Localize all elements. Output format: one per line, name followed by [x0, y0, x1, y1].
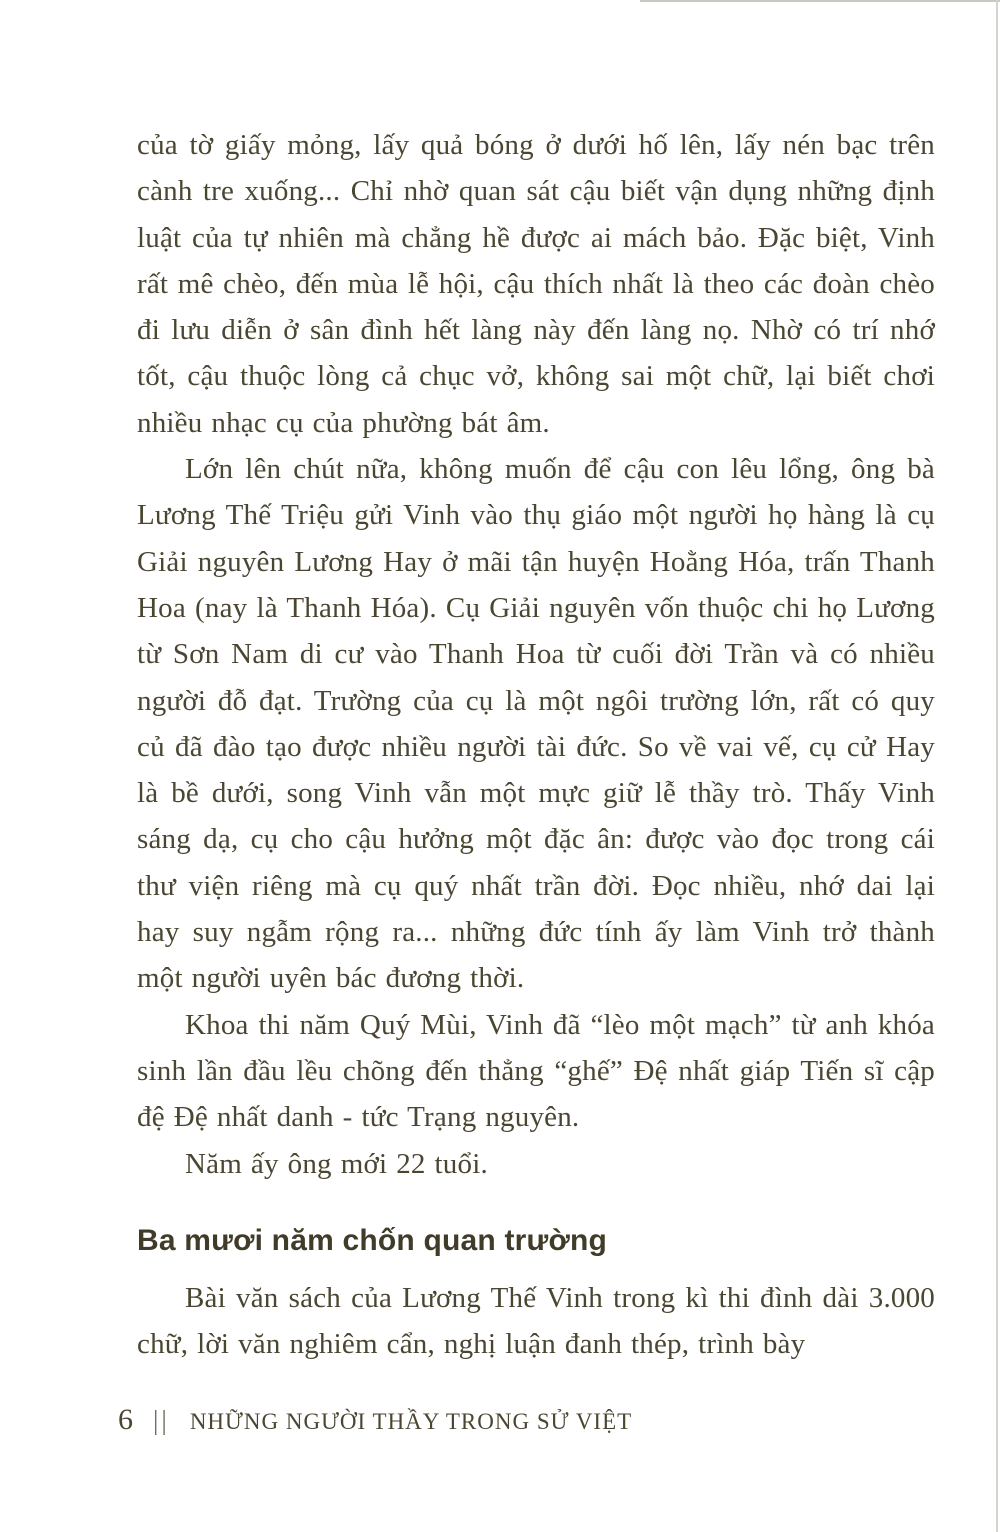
page-footer — [118, 1402, 632, 1438]
paragraph: Bài văn sách của Lương Thế Vinh trong kì thi đình dài 3.000 chữ, lời văn nghiêm cẩn, nghị luận đanh thép, trình bày — [137, 1281, 935, 1361]
paragraph: Năm ấy ông mới 22 tuổi. — [185, 1147, 488, 1180]
paragraph: Lớn lên chút nữa, không muốn để cậu con lêu lổng, ông bà Lương Thế Triệu gửi Vinh vào thụ giáo một người họ hàng là cụ Giải nguyên Lương Hay ở mãi tận huyện Hoằng Hóa, trấn Thanh Hoa (nay là Thanh Hóa). Cụ Giải nguyên vốn thuộc chi họ Lương từ Sơn Nam di cư vào Thanh Hoa từ cuối đời Trần và có nhiều người đỗ đạt. Trường của cụ là một ngôi trường lớn, rất có quy củ đã đào tạo được nhiều người tài đức. So về vai vế, cụ cử Hay là bề dưới, song Vinh vẫn một mực giữ lễ thầy trò. Thấy Vinh sáng dạ, cụ cho cậu hưởng một đặc ân: được vào đọc trong cái thư viện riêng mà cụ quý nhất trần đời. Đọc nhiều, nhớ dai lại hay suy ngẫm rộng ra... những đức tính ấy làm Vinh trở thành một người uyên bác đương thời. — [137, 453, 935, 995]
scan-edge-top — [640, 0, 1000, 2]
footer-separator: || — [153, 1405, 170, 1435]
page-number: 6 — [118, 1403, 133, 1436]
section-heading: Ba mươi năm chốn quan trường — [137, 1223, 608, 1257]
page-content — [137, 122, 935, 1367]
book-title: NHỮNG NGƯỜI THẦY TRONG SỬ VIỆT — [189, 1409, 633, 1434]
paragraph: Khoa thi năm Quý Mùi, Vinh đã “lèo một mạch” từ anh khóa sinh lần đầu lều chõng đến thẳng “ghế” Đệ nhất giáp Tiến sĩ cập đệ Đệ nhất danh - tức Trạng nguyên. — [137, 1008, 935, 1134]
paragraph-continuation: của tờ giấy mỏng, lấy quả bóng ở dưới hố lên, lấy nén bạc trên cành tre xuống... Chỉ nhờ quan sát cậu biết vận dụng những định luật của tự nhiên mà chẳng hề được ai mách bảo. Đặc biệt, Vinh rất mê chèo, đến mùa lễ hội, cậu thích nhất là theo các đoàn chèo đi lưu diễn ở sân đình hết làng này đến làng nọ. Nhờ có trí nhớ tốt, cậu thuộc lòng cả chục vở, không sai một chữ, lại biết chơi nhiều nhạc cụ của phường bát âm. — [137, 129, 935, 439]
scan-edge-right — [996, 0, 998, 1532]
